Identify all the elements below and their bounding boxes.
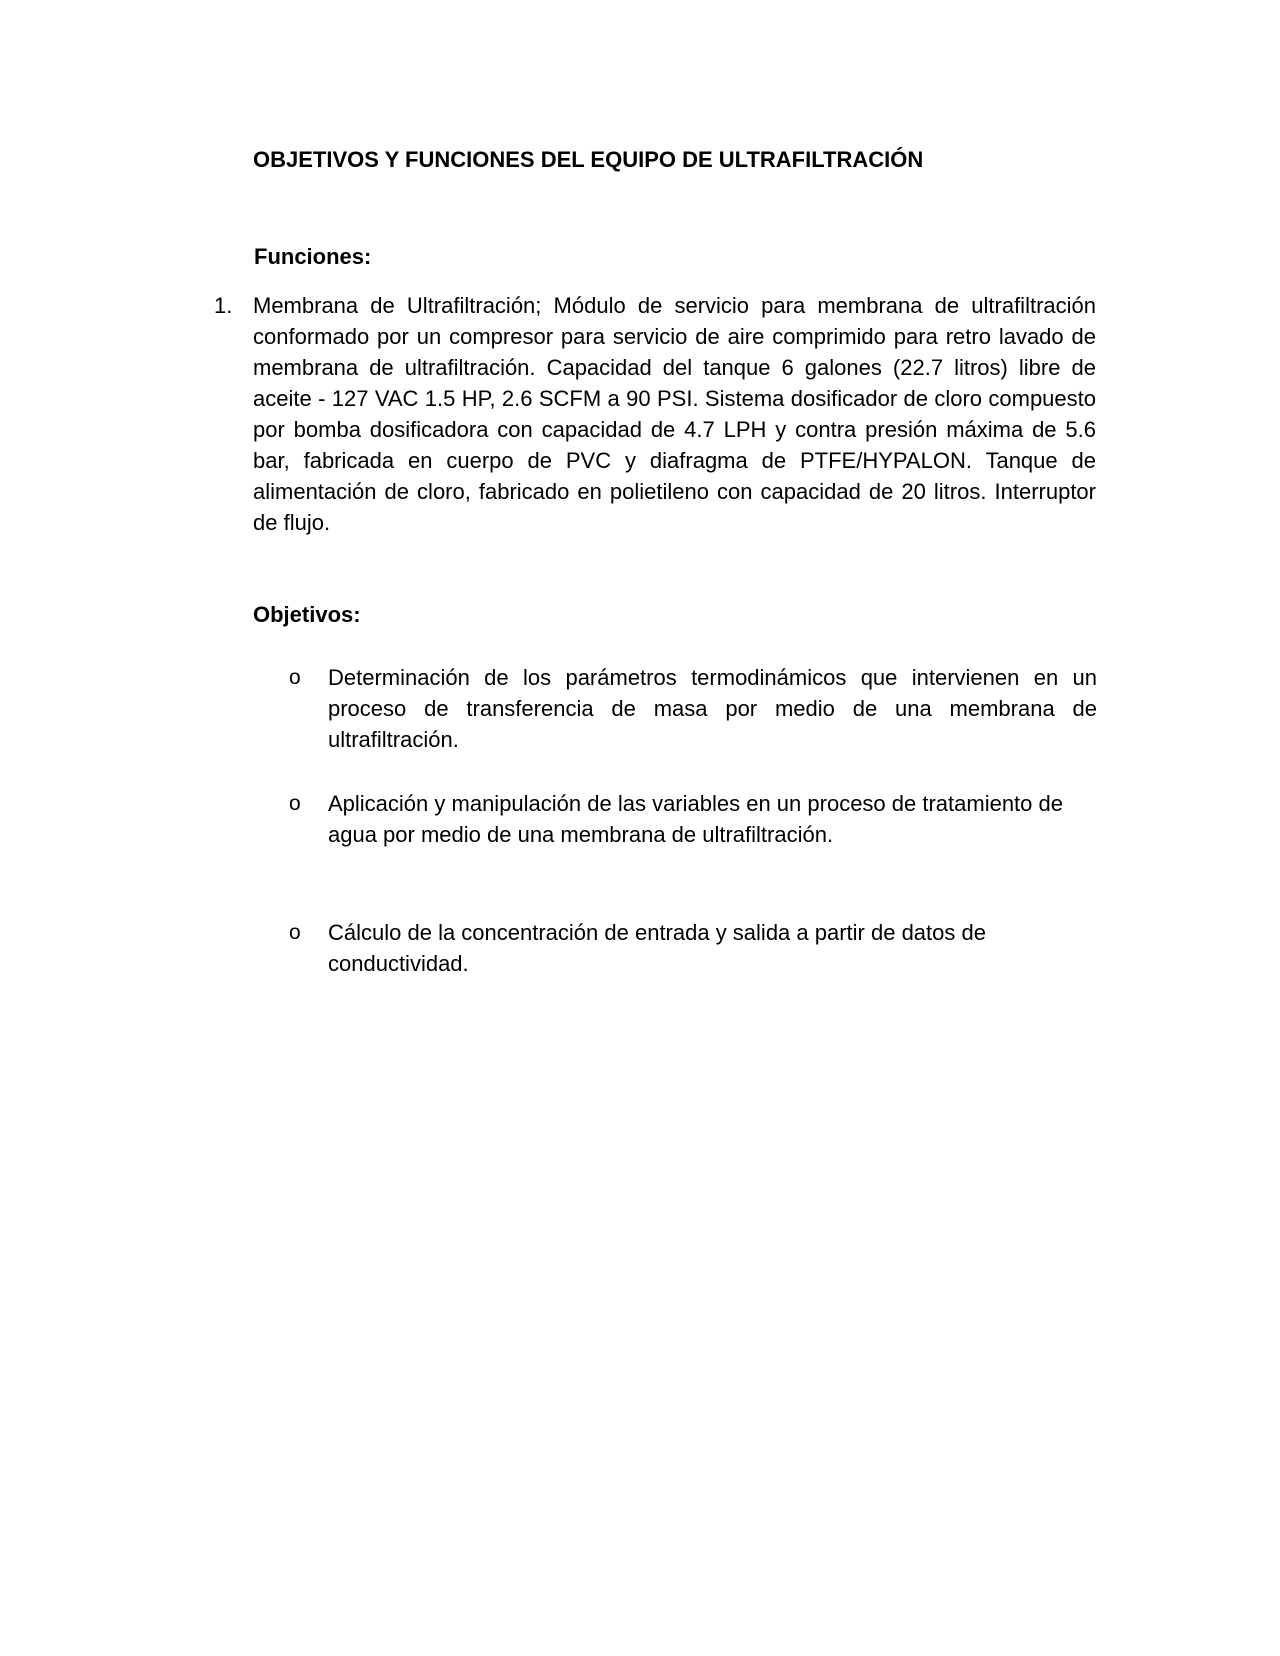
list-item-number: 1. (214, 293, 233, 318)
objective-text: Cálculo de la concentración de entrada y salida a partir de datos de conductividad. (328, 920, 986, 976)
objective-text: Determinación de los parámetros termodinámicos que intervienen en un proceso de transferencia de masa por medio de una membrana de ultrafiltración. (328, 665, 1097, 752)
objetivos-list-item (289, 917, 1097, 979)
objetivos-heading: Objetivos: (253, 602, 361, 627)
objetivos-list-item (289, 662, 1097, 755)
list-item-text: Membrana de Ultrafiltración; Módulo de servicio para membrana de ultrafiltración conformado por un compresor para servicio de aire comprimido para retro lavado de membrana de ultrafiltración. Capacidad del tanque 6 galones (22.7 litros) libre de aceite - 127 VAC 1.5 HP, 2.6 SCFM a 90 PSI. Sistema dosificador de cloro compuesto por bomba dosificadora con capacidad de 4.7 LPH y contra presión máxima de 5.6 bar, fabricada en cuerpo de PVC y diafragma de PTFE/HYPALON. Tanque de alimentación de cloro, fabricado en polietileno con capacidad de 20 litros. Interruptor de flujo. (253, 293, 1096, 535)
objetivos-list-item (289, 788, 1097, 850)
document-title: OBJETIVOS Y FUNCIONES DEL EQUIPO DE ULTRAFILTRACIÓN (253, 147, 924, 172)
funciones-list-item (214, 290, 1096, 538)
objective-text: Aplicación y manipulación de las variables en un proceso de tratamiento de agua por medio de una membrana de ultrafiltración. (328, 791, 1063, 847)
bullet-marker: o (289, 921, 301, 944)
funciones-list (214, 290, 1096, 538)
bullet-marker: o (289, 792, 301, 815)
bullet-marker: o (289, 666, 301, 689)
funciones-heading: Funciones: (254, 244, 372, 269)
